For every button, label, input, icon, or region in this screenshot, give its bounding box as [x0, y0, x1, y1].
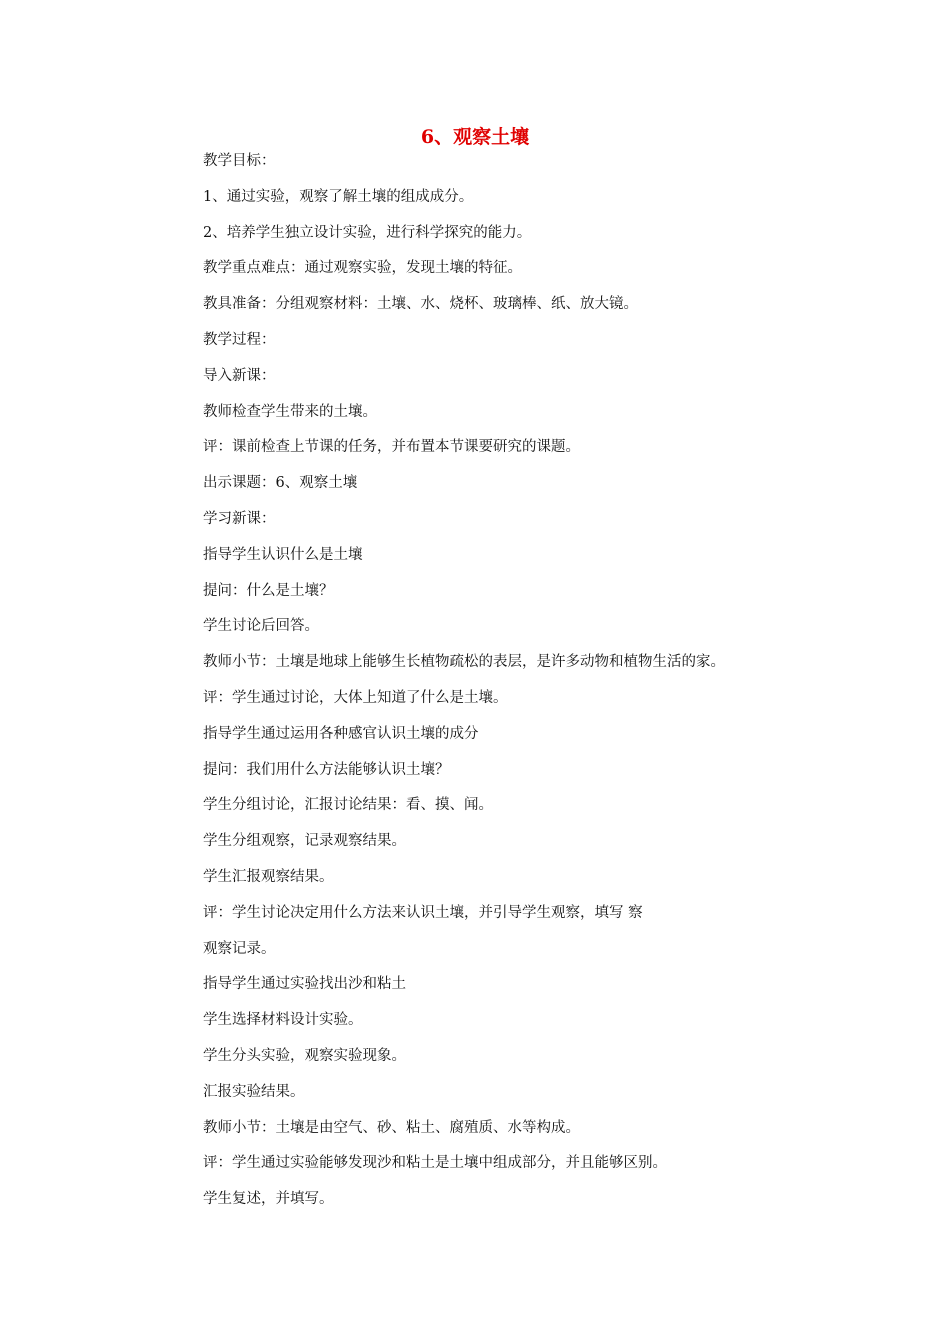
- paragraph-line: 提问：我们用什么方法能够认识土壤？: [203, 761, 450, 778]
- paragraph-line: 评：学生讨论决定用什么方法来认识土壤，并引导学生观察，填写 察: [203, 904, 643, 921]
- paragraph-line: 学生分组观察，记录观察结果。: [203, 833, 406, 850]
- paragraph-line: 学习新课：: [203, 510, 276, 527]
- paragraph-line: 学生复述，并填写。: [203, 1191, 334, 1208]
- paragraph-line: 教学过程：: [203, 331, 276, 348]
- paragraph-line: 评：课前检查上节课的任务，并布置本节课要研究的课题。: [203, 439, 580, 456]
- paragraph-line: 出示课题：6、观察土壤: [203, 475, 358, 492]
- paragraph-line: 导入新课：: [203, 367, 276, 384]
- paragraph-line: 学生分组讨论，汇报讨论结果：看、摸、闻。: [203, 797, 493, 814]
- paragraph-line: 评：学生通过讨论，大体上知道了什么是土壤。: [203, 689, 508, 706]
- paragraph-line: 提问：什么是土壤？: [203, 582, 334, 599]
- paragraph-line: 1、通过实验，观察了解土壤的组成成分。: [203, 188, 474, 205]
- paragraph-line: 教师小节：土壤是由空气、砂、粘土、腐殖质、水等构成。: [203, 1119, 580, 1136]
- paragraph-line: 教学目标：: [203, 153, 276, 169]
- paragraph-line: 学生选择材料设计实验。: [203, 1012, 363, 1029]
- paragraph-line: 教师小节：土壤是地球上能够生长植物疏松的表层，是许多动物和植物生活的家。: [203, 654, 725, 671]
- paragraph-line: 指导学生认识什么是土壤: [203, 546, 363, 563]
- paragraph-line: 学生汇报观察结果。: [203, 868, 334, 885]
- document-body: [203, 150, 903, 1224]
- paragraph-line: 指导学生通过实验找出沙和粘土: [203, 976, 406, 993]
- paragraph-line: 教学重点难点：通过观察实验，发现土壤的特征。: [203, 260, 522, 277]
- paragraph-line: 教具准备：分组观察材料：土壤、水、烧杯、玻璃棒、纸、放大镜。: [203, 296, 638, 313]
- paragraph-line: 学生讨论后回答。: [203, 618, 319, 635]
- paragraph-line: 观察记录。: [203, 940, 276, 957]
- paragraph-line: 2、培养学生独立设计实验，进行科学探究的能力。: [203, 224, 532, 241]
- paragraph-line: 评：学生通过实验能够发现沙和粘土是土壤中组成部分，并且能够区别。: [203, 1155, 667, 1172]
- paragraph-line: 学生分头实验，观察实验现象。: [203, 1047, 406, 1064]
- paragraph-line: 指导学生通过运用各种感官认识土壤的成分: [203, 725, 479, 742]
- paragraph-line: 汇报实验结果。: [203, 1083, 305, 1100]
- paragraph-line: 教师检查学生带来的土壤。: [203, 403, 377, 420]
- document-title: 6、观察土壤: [420, 126, 530, 148]
